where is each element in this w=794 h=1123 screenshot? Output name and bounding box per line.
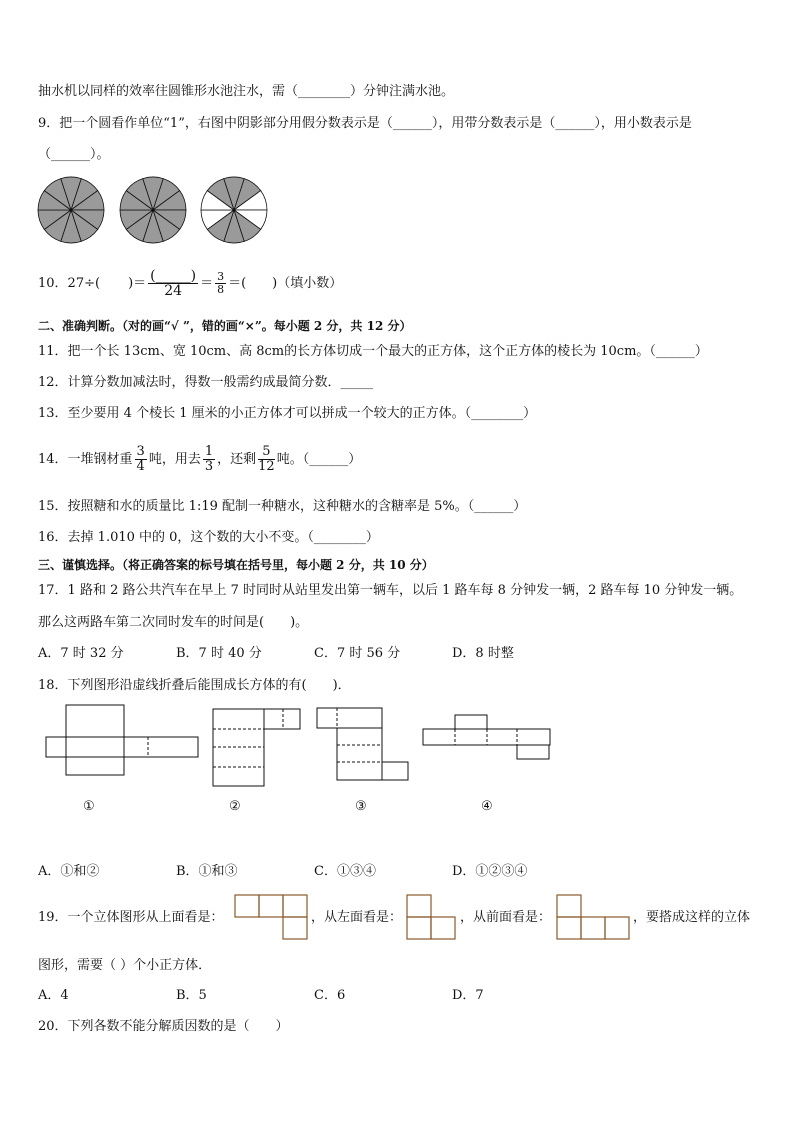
q13-text: 13．至少要用 4 个棱长 1 厘米的小正方体才可以拼成一个较大的正方体。（________） <box>38 406 537 421</box>
q14-f3-den: 12 <box>258 459 275 474</box>
q8-tail-text: 抽水机以同样的效率往圆锥形水池注水，需（________）分钟注满水池。 <box>38 84 455 99</box>
q18-net-figures <box>40 705 560 790</box>
q18-option-a[interactable]: A．①和② <box>38 864 100 879</box>
q14-f2-num: 1 <box>204 444 214 459</box>
net-2-figure <box>213 709 300 786</box>
q10-frac1-den: 24 <box>164 283 183 299</box>
q17-option-d[interactable]: D．8 时整 <box>452 646 514 661</box>
q10-mid1: )＝ <box>128 276 147 291</box>
q14-f1-num: 3 <box>136 444 145 459</box>
q14-mid2: ，还剩 <box>217 452 257 467</box>
q10-frac2-num: 3 <box>217 270 225 283</box>
q14-line <box>38 440 361 480</box>
q19-part1: 19．一个立体图形从上面看是： <box>38 910 224 925</box>
q16-text: 16．去掉 1.010 中的 0，这个数的大小不变。（________） <box>38 530 379 545</box>
q10-prefix: 10．27÷( <box>38 276 101 291</box>
q19-part4: ，要搭成这样的立体 <box>633 910 751 925</box>
section-2-title: 二、准确判断。（对的画“√ ”，错的画“×”。每小题 2 分，共 12 分） <box>38 319 412 333</box>
q14-f3-num: 5 <box>258 445 275 460</box>
q15-text: 15．按照糖和水的质量比 1:19 配制一种糖水，这种糖水的含糖率是 5%。（______） <box>38 499 527 514</box>
q17-option-c[interactable]: C．7 时 56 分 <box>314 646 401 661</box>
q18-label-1: ① <box>83 799 95 814</box>
q14-f1-den: 4 <box>136 459 145 474</box>
q18-stem: 18．下列图形沿虚线折叠后能围成长方体的有( )． <box>38 678 351 693</box>
q18-option-c[interactable]: C．①③④ <box>314 864 376 879</box>
q10-frac1-num: (_____) <box>150 268 197 284</box>
q19-option-d[interactable]: D．7 <box>452 988 484 1003</box>
q17-line2: 那么这两路车第二次同时发车的时间是( )。 <box>38 615 309 630</box>
q19-part3: ，从前面看是： <box>460 910 552 925</box>
q20-text: 20．下列各数不能分解质因数的是（ ） <box>38 1019 289 1034</box>
net-4-figure <box>423 715 550 759</box>
q19-line2: 图形，需要（ ）个小正方体． <box>38 958 212 973</box>
q17-line1: 17．1 路和 2 路公共汽车在早上 7 时同时从站里发出第一辆车，以后 1 路车每 8 分钟发一辆，2 路车每 10 分钟发一辆。 <box>38 583 743 598</box>
net-1-figure <box>46 705 198 775</box>
q14-suffix: 吨。（______） <box>276 452 362 467</box>
q11-text: 11．把一个长 13cm、宽 10cm、高 8cm的长方体切成一个最大的正方体，这个正方体的棱长为 10cm。（______） <box>38 344 708 359</box>
q18-option-b[interactable]: B．①和③ <box>176 864 238 879</box>
q10-frac2-den: 8 <box>217 283 225 296</box>
q9-circle-figures <box>38 177 278 247</box>
q17-option-b[interactable]: B．7 时 40 分 <box>176 646 262 661</box>
q19-part2: ，从左面看是： <box>311 910 403 925</box>
q18-label-4: ④ <box>481 799 493 814</box>
q19-option-b[interactable]: B．5 <box>176 988 207 1003</box>
q19-front-view <box>557 895 632 943</box>
q14-prefix: 14．一堆钢材重 <box>38 452 133 467</box>
q18-label-2: ② <box>229 799 241 814</box>
q12-text: 12．计算分数加减法时，得数一般需约成最简分数．_____ <box>38 375 374 390</box>
q9-line2: （______）。 <box>38 147 110 162</box>
q18-label-3: ③ <box>355 799 367 814</box>
q19-option-a[interactable]: A．4 <box>38 988 69 1003</box>
q19-option-c[interactable]: C．6 <box>314 988 346 1003</box>
q14-f2-den: 3 <box>204 459 214 474</box>
q14-mid1: 吨，用去 <box>148 452 201 467</box>
q10-eq2: ＝( <box>228 276 247 291</box>
q17-option-a[interactable]: A．7 时 32 分 <box>38 646 124 661</box>
q10-suffix: )（填小数） <box>272 276 343 291</box>
q10-line <box>38 266 342 302</box>
q9-line1: 9．把一个圆看作单位“1”，右图中阴影部分用假分数表示是（______），用带分数表示是（______），用小数表示是 <box>38 116 692 131</box>
section-3-title: 三、谨慎选择。（将正确答案的标号填在括号里，每小题 2 分，共 10 分） <box>38 558 434 572</box>
q18-option-d[interactable]: D．①②③④ <box>452 864 528 879</box>
net-3-figure <box>317 708 408 780</box>
q19-left-view <box>407 895 459 943</box>
q10-eq1: ＝ <box>200 276 214 291</box>
q19-top-view <box>235 895 310 943</box>
